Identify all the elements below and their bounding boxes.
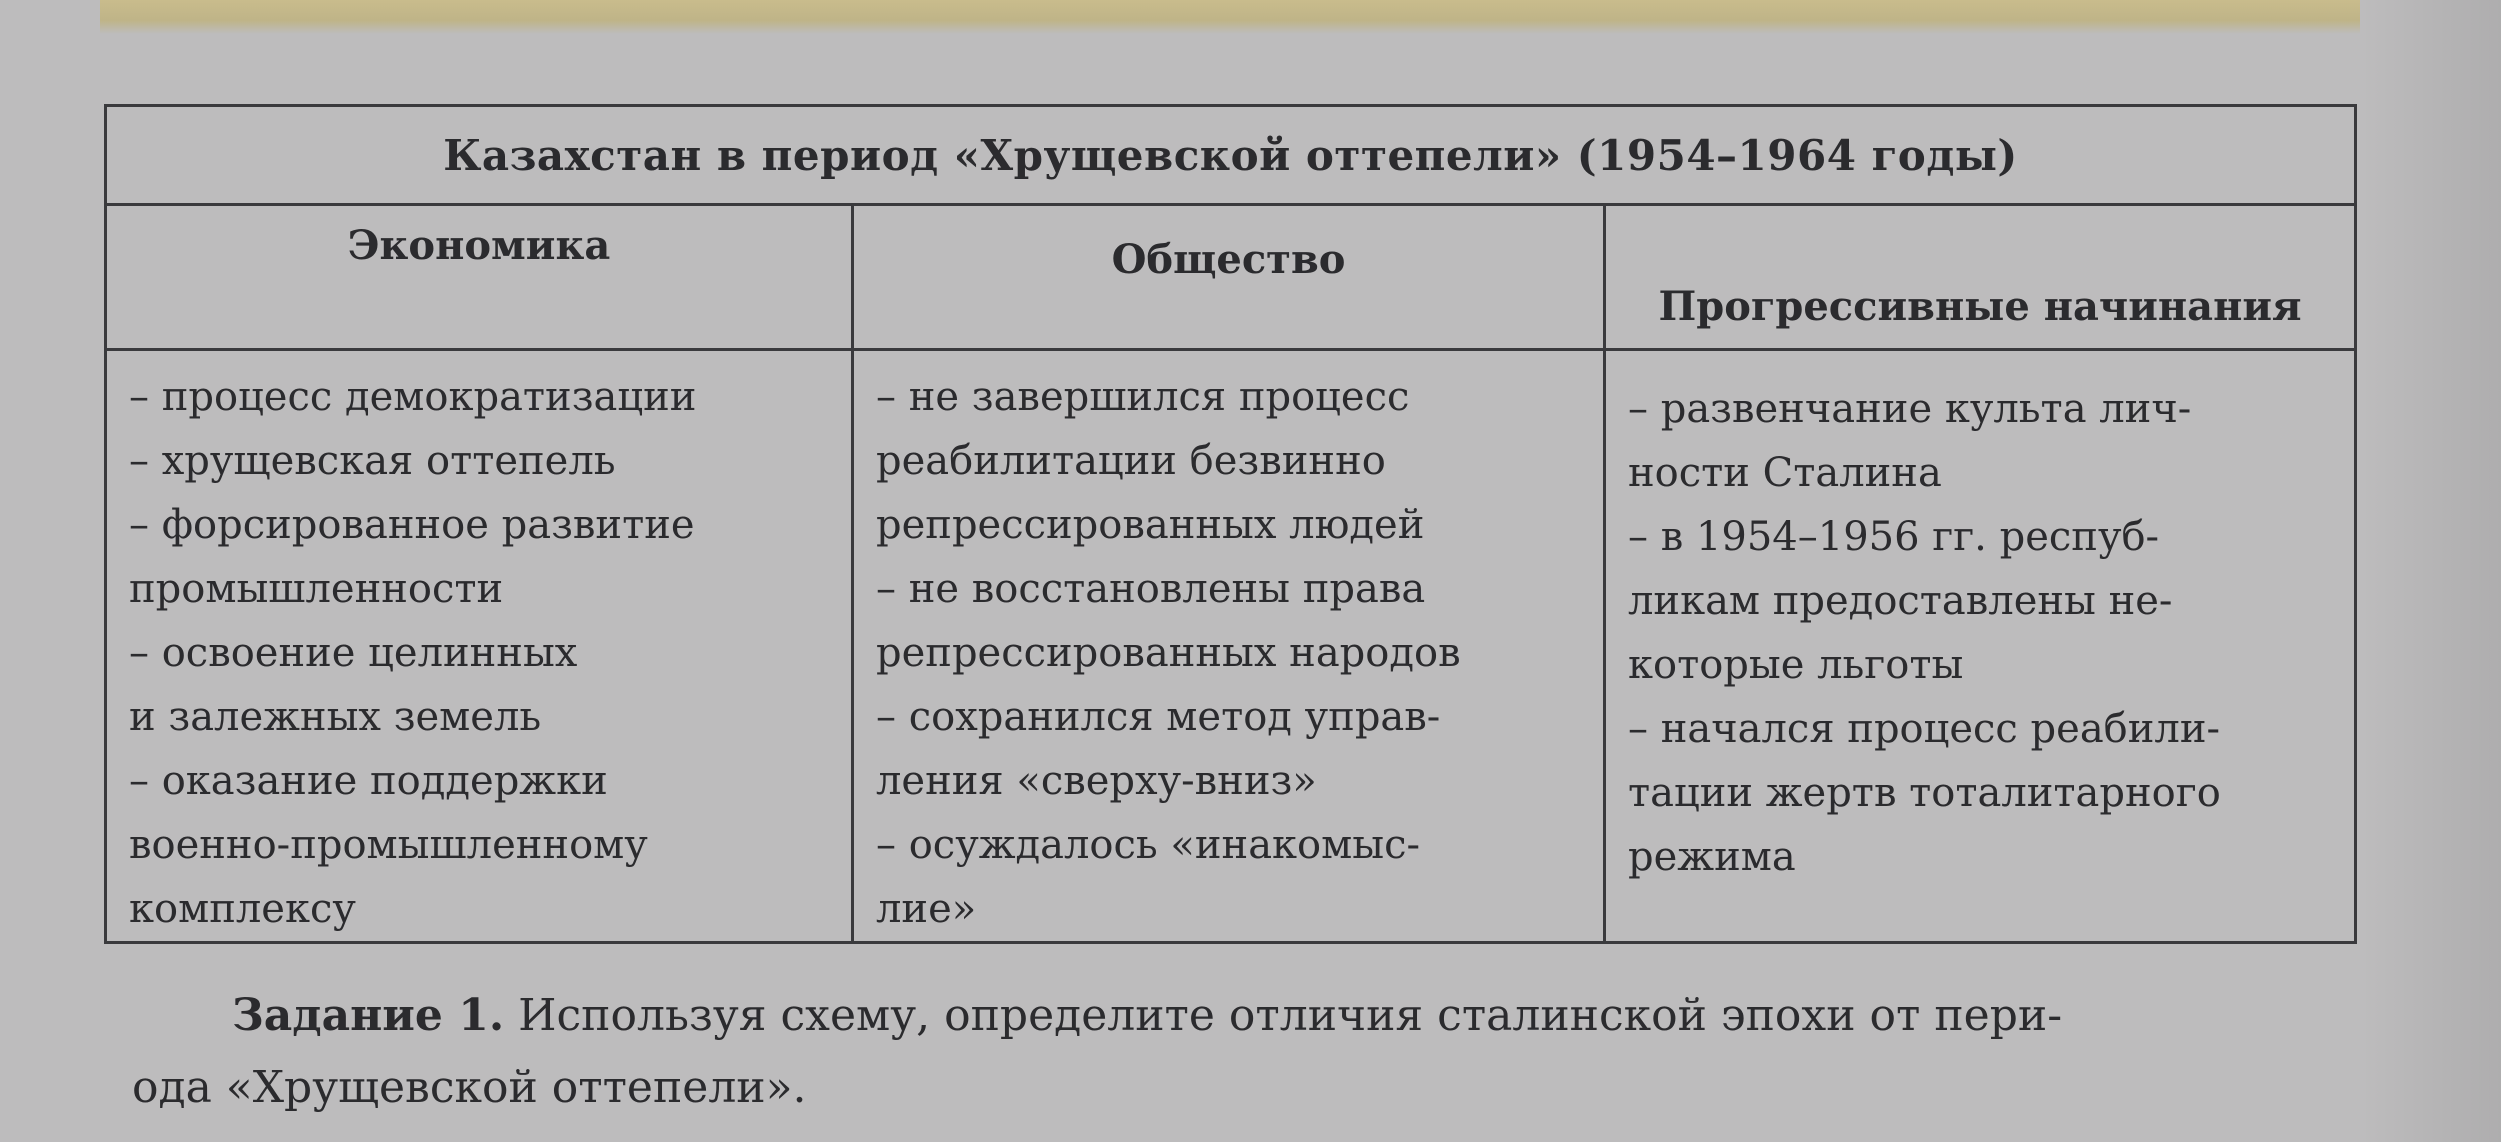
economy-line: – оказание поддержки	[129, 758, 608, 804]
economy-cell	[106, 350, 853, 943]
economy-line: – хрущевская оттепель	[129, 438, 616, 484]
column-header-progressive: Прогрессивные начинания	[1605, 205, 2356, 350]
task-paragraph	[132, 980, 2352, 1124]
task-text-line1: Используя схему, определите отличия сталинской эпохи от пери-	[504, 990, 2063, 1041]
society-line: – не восстановлены права	[876, 566, 1426, 612]
progressive-line: ности Сталина	[1628, 450, 1942, 496]
column-header-society: Общество	[853, 205, 1605, 350]
column-header-economy: Экономика	[106, 205, 853, 350]
table-title-row	[106, 106, 2356, 205]
economy-line: – форсированное развитие	[129, 502, 695, 548]
progressive-line: – в 1954–1956 гг. респуб-	[1628, 514, 2160, 560]
economy-line: промышленности	[129, 566, 504, 612]
society-line: реабилитации безвинно	[876, 438, 1386, 484]
society-line: – сохранился метод управ-	[876, 694, 1441, 740]
task-label: Задание 1.	[232, 990, 505, 1041]
society-line: – осуждалось «инакомыс-	[876, 822, 1420, 868]
society-line: репрессированных народов	[876, 630, 1461, 676]
progressive-line: режима	[1628, 834, 1796, 880]
progressive-line: – начался процесс реабили-	[1628, 706, 2220, 752]
progressive-line: – развенчание культа лич-	[1628, 386, 2192, 432]
table-header-row	[106, 205, 2356, 350]
society-line: ления «сверху-вниз»	[876, 758, 1317, 804]
economy-line: – освоение целинных	[129, 630, 578, 676]
table-title: Казахстан в период «Хрущевской оттепели» (1954–1964 годы)	[106, 106, 2356, 205]
progressive-line: тации жертв тоталитарного	[1628, 770, 2221, 816]
history-table	[104, 104, 2357, 944]
progressive-line: ликам предоставлены не-	[1628, 578, 2173, 624]
task-text-line2: ода «Хрущевской оттепели».	[132, 1062, 807, 1113]
economy-line: – процесс демократизации	[129, 374, 697, 420]
economy-line: комплексу	[129, 886, 356, 932]
economy-line: военно-промышленному	[129, 822, 648, 868]
society-cell	[853, 350, 1605, 943]
progressive-line: которые льготы	[1628, 642, 1964, 688]
economy-line: и залежных земель	[129, 694, 542, 740]
page-edge-shadow	[2361, 0, 2501, 1142]
progressive-cell	[1605, 350, 2356, 943]
society-line: лие»	[876, 886, 977, 932]
table-body-row	[106, 350, 2356, 943]
top-page-strip	[100, 0, 2360, 34]
society-line: репрессированных людей	[876, 502, 1425, 548]
society-line: – не завершился процесс	[876, 374, 1410, 420]
